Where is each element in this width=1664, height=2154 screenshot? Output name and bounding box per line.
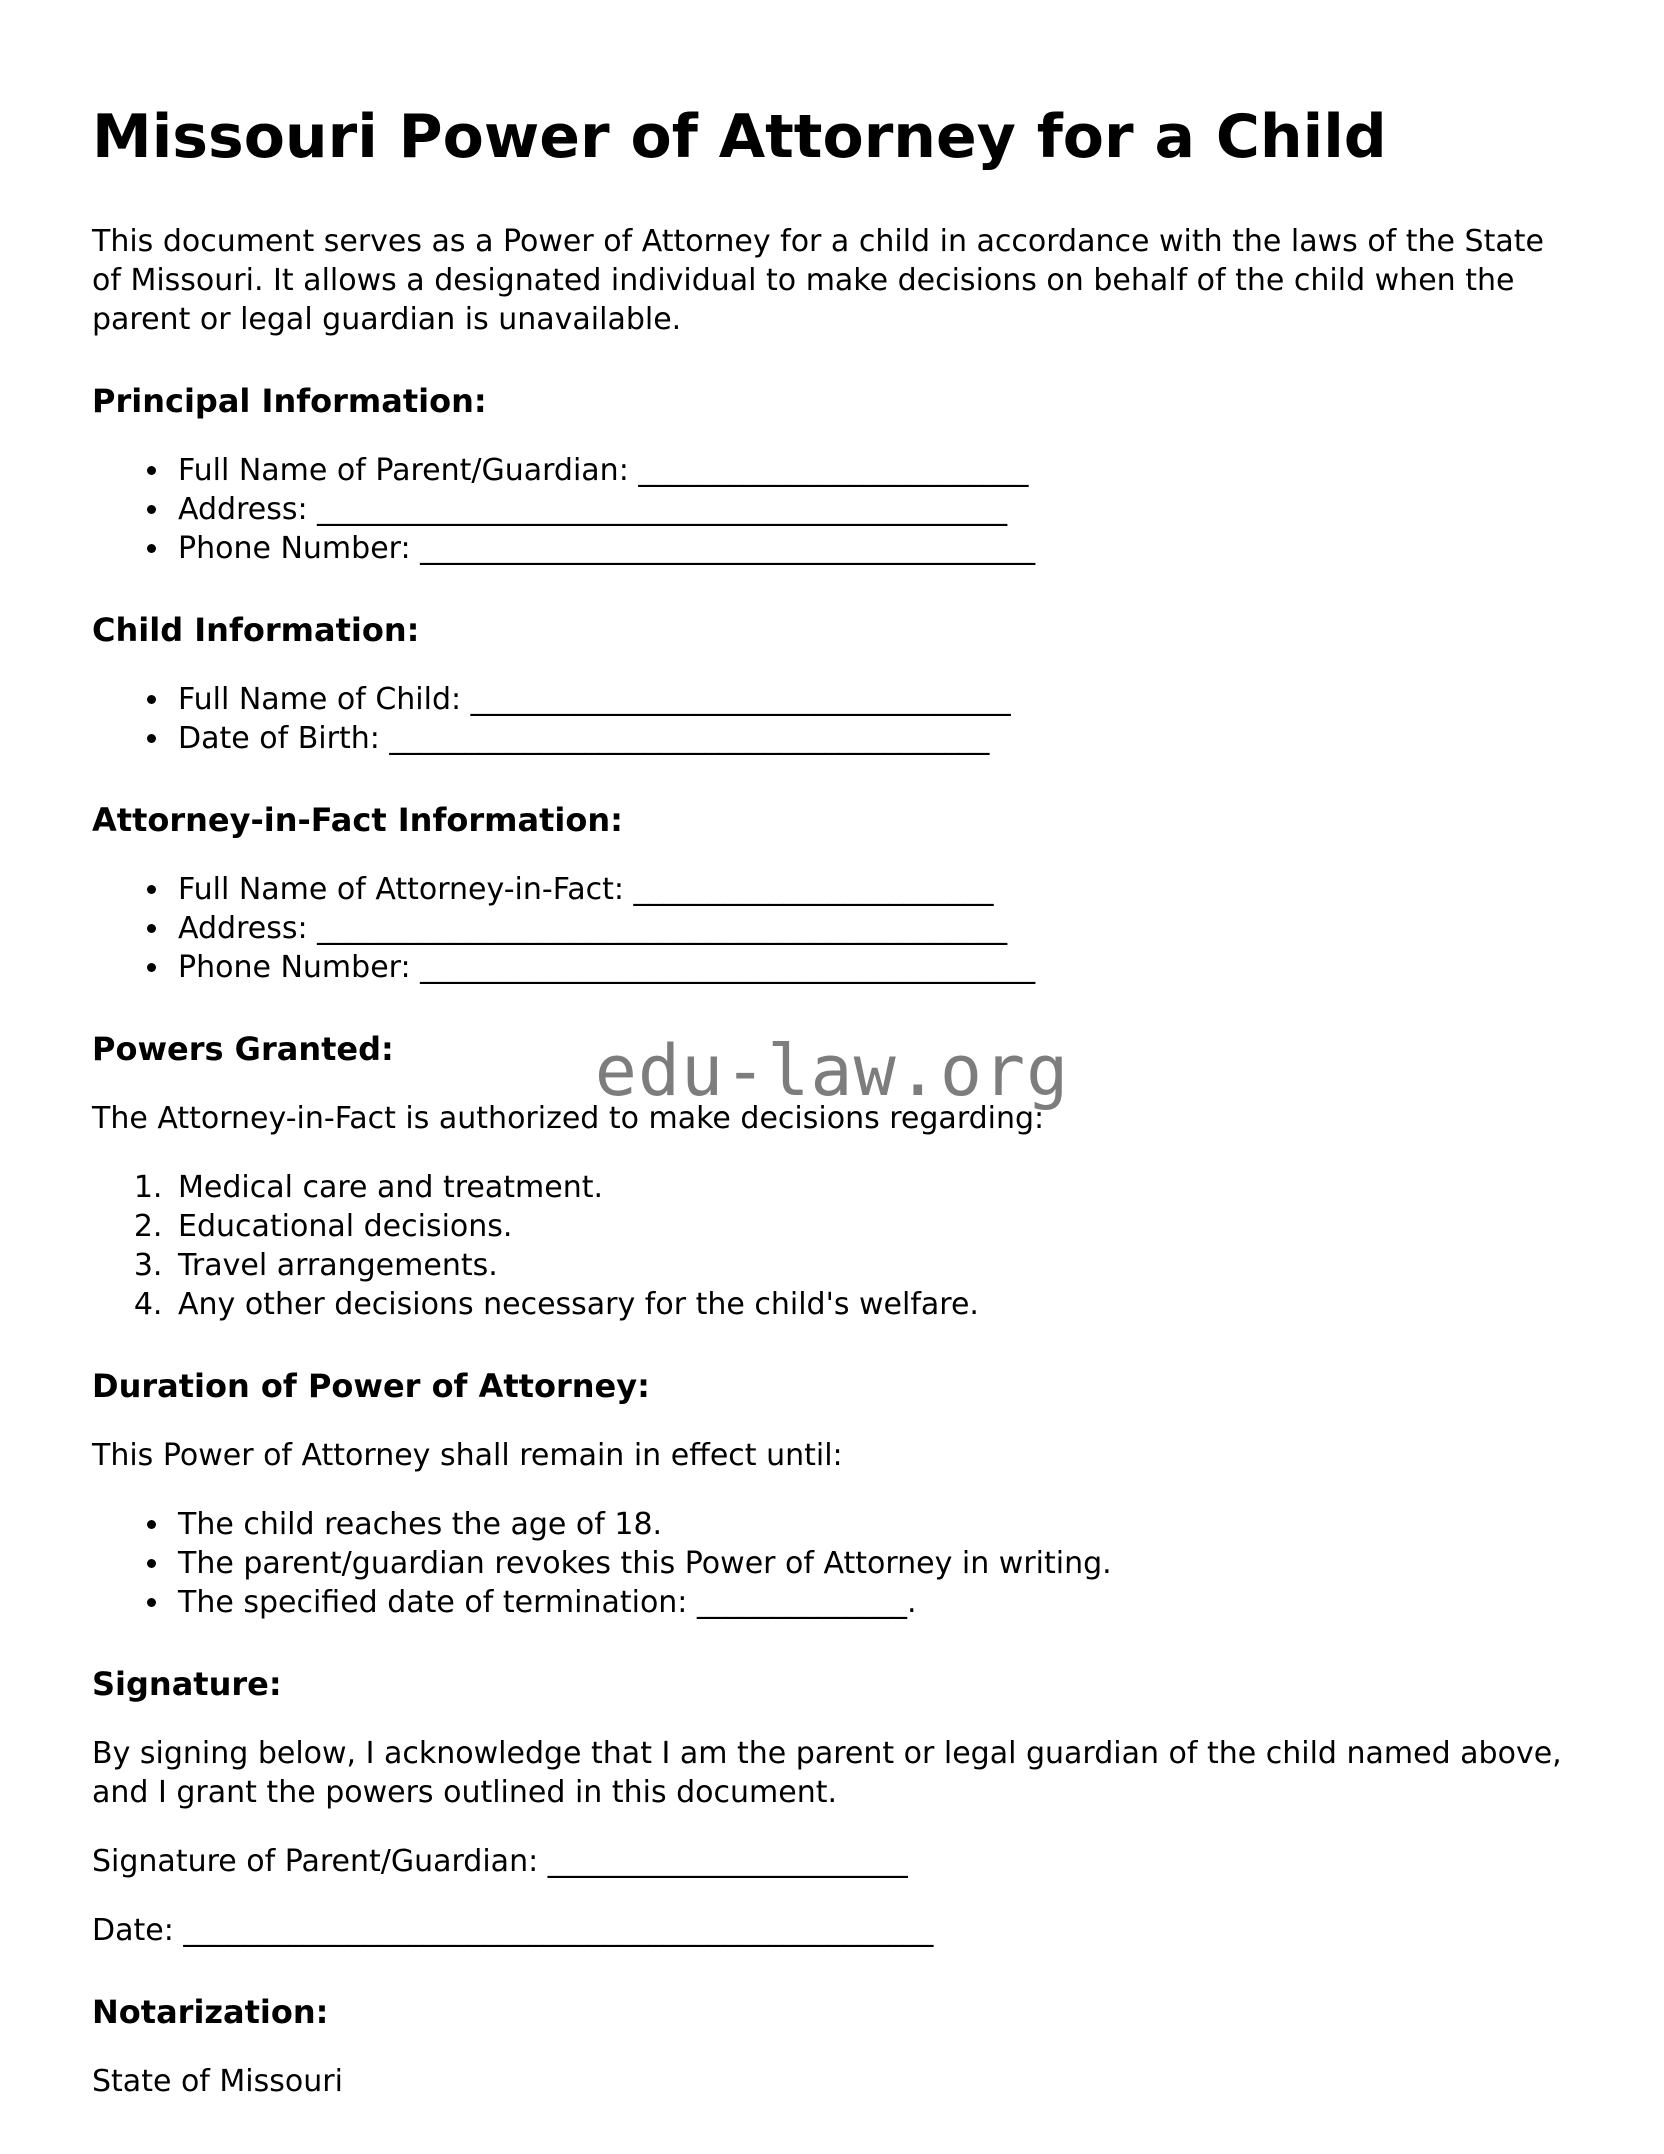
section-heading-child: Child Information: [92,611,420,649]
field-label-attorney-name: Full Name of Attorney-in-Fact: [178,872,624,907]
principal-info-list [92,451,1572,568]
blank-line-principal-phone: _________________________________________ [420,531,1036,566]
list-item [172,1583,1572,1622]
section-heading-principal: Principal Information: [92,382,487,420]
blank-line-attorney-name: ________________________ [633,872,994,907]
attorney-info-list [92,870,1572,987]
field-label-signature: Signature of Parent/Guardian: [92,1844,539,1879]
section-heading-signature: Signature: [92,1665,282,1703]
list-item: 2. Educational decisions. [172,1207,1572,1246]
signature-acknowledgment: By signing below, I acknowledge that I am the parent or legal guardian of the child named above, and I grant the powers outlined in this document. [92,1736,1562,1810]
field-label-principal-address: Address: [178,492,308,527]
blank-line-child-dob: ________________________________________ [389,721,990,756]
powers-list [92,1168,1572,1324]
field-label-parent-name: Full Name of Parent/Guardian: [178,453,629,488]
list-item [172,490,1572,529]
signature-line [92,1842,1572,1881]
list-item [172,870,1572,909]
list-item: 1. Medical care and treatment. [172,1168,1572,1207]
list-item [172,1505,1572,1544]
section-heading-duration: Duration of Power of Attorney: [92,1367,650,1405]
duration-list [92,1505,1572,1622]
notarization-state-line: State of Missouri [92,2064,343,2099]
termination-date-period: . [906,1585,917,1620]
list-item: 4. Any other decisions necessary for the child's welfare. [172,1285,1572,1324]
date-line [92,1911,1572,1950]
blank-line-parent-name: __________________________ [638,453,1029,488]
list-item [172,680,1572,719]
blank-line-termination-date: ______________ [696,1585,907,1620]
watermark: edu-law.org [594,1030,1070,1112]
section-heading-attorney: Attorney-in-Fact Information: [92,801,623,839]
section-heading-notarization: Notarization: [92,1993,329,2031]
duration-condition-revoked: The parent/guardian revokes this Power of Attorney in writing. [178,1546,1112,1581]
blank-line-attorney-address: ______________________________________________ [317,911,1008,946]
blank-line-signature: ________________________ [547,1844,908,1879]
blank-line-child-name: ____________________________________ [470,682,1011,717]
field-label-termination-date: The specified date of termination: [178,1585,688,1620]
blank-line-date: __________________________________________________ [183,1913,934,1948]
list-item [172,1544,1572,1583]
duration-condition-age: The child reaches the age of 18. [178,1507,663,1542]
field-label-attorney-address: Address: [178,911,308,946]
list-item [172,719,1572,758]
field-label-date: Date: [92,1913,174,1948]
list-item [172,909,1572,948]
blank-line-principal-address: ______________________________________________ [317,492,1008,527]
document-title: Missouri Power of Attorney for a Child [92,102,1387,172]
list-item [172,529,1572,568]
list-item: 3. Travel arrangements. [172,1246,1572,1285]
field-label-child-name: Full Name of Child: [178,682,462,717]
field-label-attorney-phone: Phone Number: [178,950,411,985]
powers-intro: The Attorney-in-Fact is authorized to make decisions regarding: [92,1101,1045,1136]
section-heading-powers: Powers Granted: [92,1030,394,1068]
child-info-list [92,680,1572,758]
field-label-child-dob: Date of Birth: [178,721,380,756]
field-label-principal-phone: Phone Number: [178,531,411,566]
blank-line-attorney-phone: _________________________________________ [420,950,1036,985]
duration-intro: This Power of Attorney shall remain in effect until: [92,1438,843,1473]
list-item [172,451,1572,490]
intro-paragraph: This document serves as a Power of Attorney for a child in accordance with the laws of the State of Missouri. It allows a designated individual to make decisions on behalf of the child when the parent or legal guardian is unavailable. [92,224,1544,337]
list-item [172,948,1572,987]
